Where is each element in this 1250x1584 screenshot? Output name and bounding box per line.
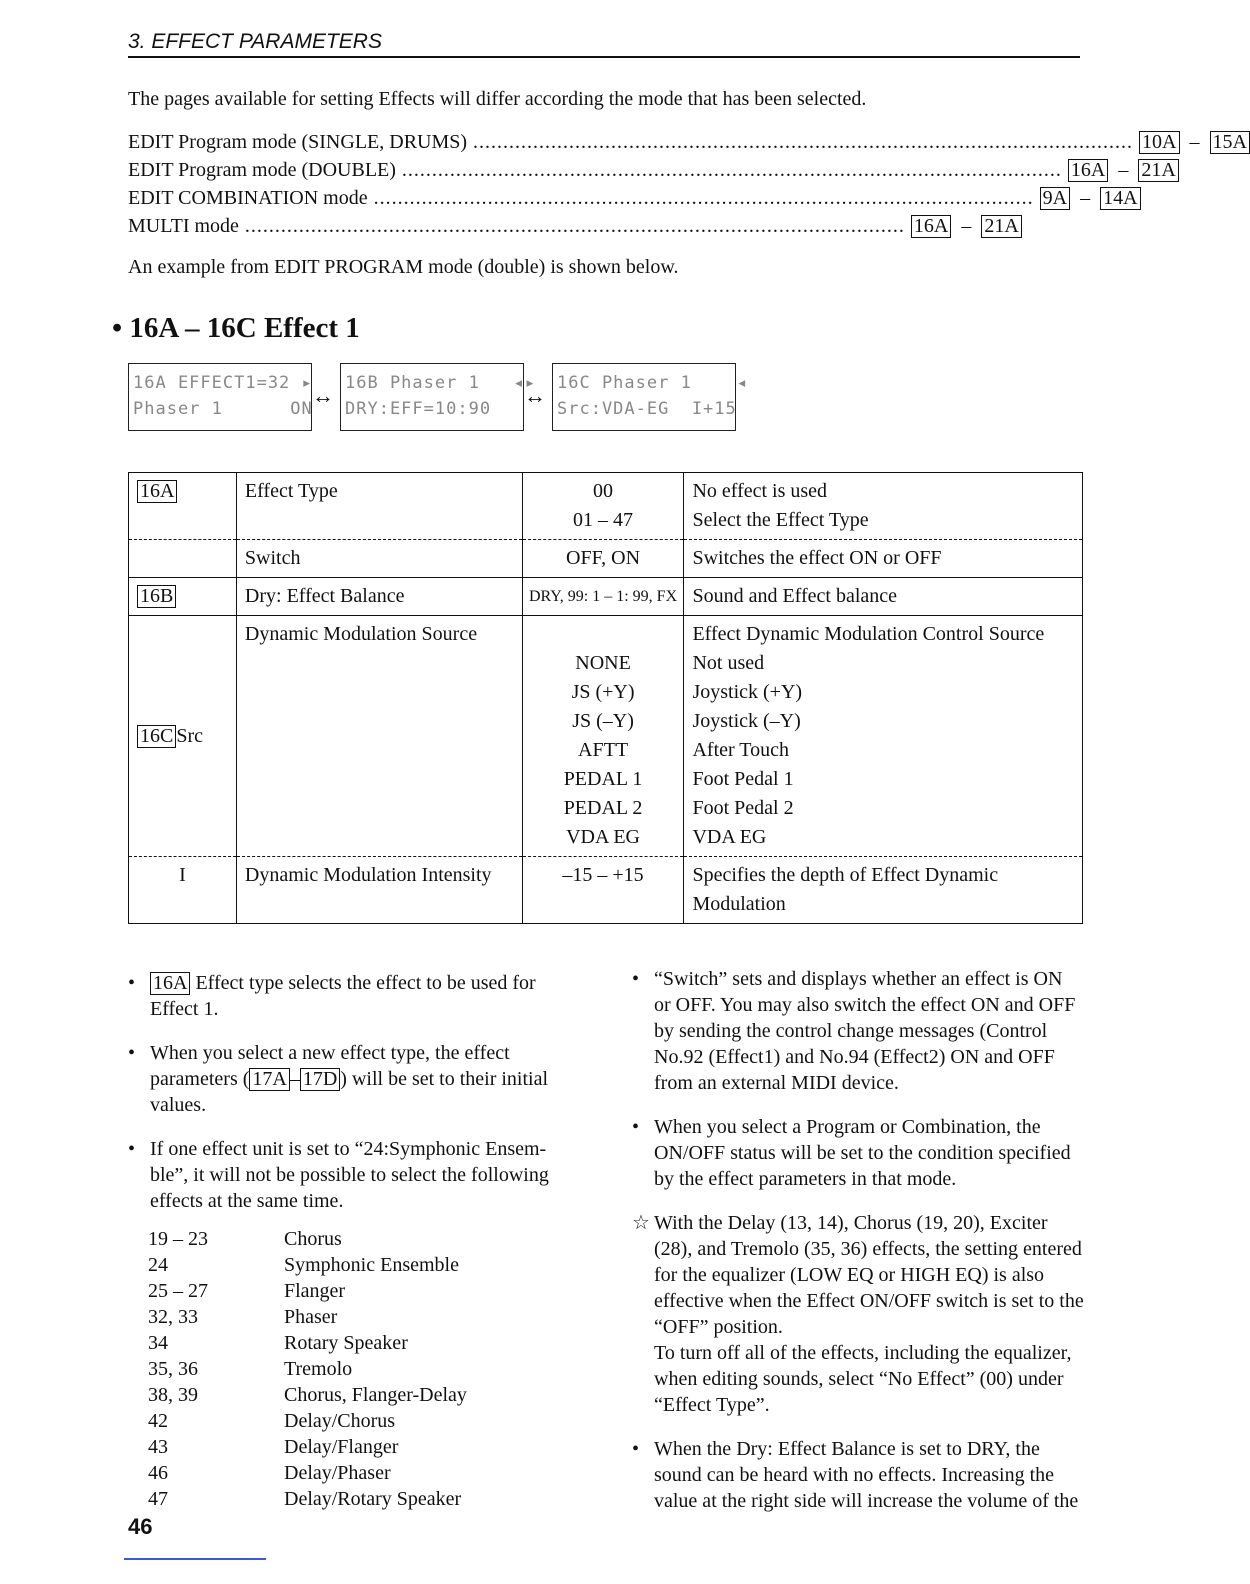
effect-name: Rotary Speaker bbox=[284, 1332, 408, 1354]
effect-name: Tremolo bbox=[284, 1358, 353, 1380]
note-item: • When you select a Program or Combination, the ON/OFF status will be set to the condition specified by the effect parameters in that mode. bbox=[632, 1114, 1084, 1192]
list-item bbox=[148, 1356, 580, 1382]
page-cell bbox=[129, 616, 237, 857]
lcd-display-16c bbox=[552, 363, 748, 431]
option-value: PEDAL 1 bbox=[563, 768, 643, 790]
list-item bbox=[148, 1252, 580, 1278]
range-value: 00 bbox=[593, 480, 614, 502]
mode-range: 10A – 15A bbox=[1139, 131, 1250, 154]
param-cell: Effect Type bbox=[236, 473, 522, 540]
page-cell bbox=[129, 473, 237, 540]
note-text: Effect type selects the effect to be used for Effect 1. bbox=[150, 972, 536, 1020]
list-item bbox=[148, 1278, 580, 1304]
effect-name: Delay/Flanger bbox=[284, 1436, 399, 1458]
page-box: 16A bbox=[150, 972, 190, 995]
option-desc: After Touch bbox=[692, 739, 790, 761]
list-item bbox=[148, 1330, 580, 1356]
double-arrow-icon: ↔ bbox=[312, 383, 334, 408]
example-text: An example from EDIT PROGRAM mode (double) is shown below. bbox=[128, 256, 679, 278]
table-row bbox=[129, 473, 1083, 540]
option-value: JS (+Y) bbox=[571, 681, 635, 703]
page-suffix: Src bbox=[176, 724, 204, 747]
page-box: 16C bbox=[137, 725, 176, 748]
lcd-line: 16A EFFECT1=32 ▸ bbox=[133, 373, 313, 393]
param-cell: Dry: Effect Balance bbox=[236, 578, 522, 616]
effect-number: 38, 39 bbox=[148, 1384, 198, 1406]
desc-text: Select the Effect Type bbox=[692, 509, 869, 531]
mode-name: MULTI mode bbox=[128, 214, 239, 237]
desc-cell: Switches the effect ON or OFF bbox=[684, 540, 1083, 578]
note-item: • If one effect unit is set to “24:Symphonic Ensem-ble”, it will not be possible to select the following effects at the same time. bbox=[128, 1136, 580, 1214]
desc-text: Effect Dynamic Modulation Control Source bbox=[692, 623, 1045, 645]
page-box: 16A bbox=[1068, 159, 1108, 182]
page-box: 16B bbox=[137, 585, 176, 608]
table-row bbox=[129, 540, 1083, 578]
page-box: 17D bbox=[300, 1068, 340, 1091]
range-cell: DRY, 99: 1 – 1: 99, FX bbox=[522, 578, 684, 616]
note-item bbox=[632, 1210, 1084, 1418]
option-value: AFTT bbox=[578, 739, 629, 761]
effect-number: 42 bbox=[148, 1410, 168, 1432]
desc-cell bbox=[684, 616, 1083, 857]
mode-row bbox=[128, 212, 1019, 240]
page-box: 9A bbox=[1040, 187, 1070, 210]
note-text: To turn off all of the effects, including the equalizer, when editing sounds, select “No Effect” (00) under “Effect Type”. bbox=[654, 1342, 1072, 1416]
note-text: When you select a new effect type, the effect parameters ( bbox=[150, 1042, 510, 1090]
table-row bbox=[129, 857, 1083, 924]
leader-dots: .............................................................................................................. bbox=[473, 130, 1134, 153]
option-desc: Joystick (–Y) bbox=[692, 710, 801, 732]
page-box: 16A bbox=[911, 215, 951, 238]
effect-number: 34 bbox=[148, 1332, 168, 1354]
mode-list bbox=[128, 128, 1247, 240]
note-item bbox=[128, 970, 580, 1022]
list-item bbox=[148, 1226, 580, 1252]
left-notes bbox=[128, 970, 580, 1512]
param-cell: Dynamic Modulation Intensity bbox=[236, 857, 522, 924]
effect-number: 35, 36 bbox=[148, 1358, 198, 1380]
effect-list bbox=[148, 1226, 580, 1512]
list-item bbox=[148, 1382, 580, 1408]
range-cell: OFF, ON bbox=[522, 540, 684, 578]
mode-range: 16A – 21A bbox=[1068, 159, 1179, 182]
mode-name: EDIT Program mode (DOUBLE) bbox=[128, 158, 396, 181]
page-box: 21A bbox=[981, 215, 1021, 238]
page-number: 46 bbox=[128, 1514, 153, 1539]
intro-text: The pages available for setting Effects will differ according the mode that has been selected. bbox=[128, 88, 867, 110]
lcd-line: Src:VDA-EG I+15 bbox=[557, 399, 737, 419]
lcd-line: 16C Phaser 1 ◂ bbox=[557, 373, 748, 393]
effect-name: Chorus bbox=[284, 1228, 342, 1250]
effect-number: 32, 33 bbox=[148, 1306, 198, 1328]
leader-dots: .............................................................................................................. bbox=[401, 158, 1062, 181]
leader-dots: .............................................................................................................. bbox=[373, 186, 1034, 209]
mode-range: 9A – 14A bbox=[1040, 187, 1141, 210]
right-notes bbox=[632, 966, 1084, 1532]
note-item: • When the Dry: Effect Balance is set to DRY, the sound can be heard with no effects. Increasing the value at the right side will increase the volume of the bbox=[632, 1436, 1084, 1514]
range-cell bbox=[522, 616, 684, 857]
effect-number: 25 – 27 bbox=[148, 1280, 208, 1302]
list-item bbox=[148, 1486, 580, 1512]
effect-name: Chorus, Flanger-Delay bbox=[284, 1384, 467, 1406]
list-item bbox=[148, 1434, 580, 1460]
desc-cell bbox=[684, 473, 1083, 540]
option-desc: Joystick (+Y) bbox=[692, 681, 803, 703]
range-cell bbox=[522, 473, 684, 540]
effect-name: Delay/Phaser bbox=[284, 1462, 391, 1484]
effect-name: Delay/Rotary Speaker bbox=[284, 1488, 462, 1510]
lcd-display-16a bbox=[128, 363, 312, 431]
range-value: 01 – 47 bbox=[573, 509, 634, 531]
effect-number: 43 bbox=[148, 1436, 168, 1458]
list-item bbox=[148, 1304, 580, 1330]
option-value: NONE bbox=[575, 652, 631, 674]
page-cell bbox=[129, 578, 237, 616]
header-rule bbox=[128, 56, 1080, 58]
mode-range: 16A – 21A bbox=[911, 215, 1022, 238]
page-box: 21A bbox=[1138, 159, 1178, 182]
option-value: JS (–Y) bbox=[572, 710, 634, 732]
note-item: • When you select a new effect type, the effect parameters ( 17A – 17D ) will be set to their initial values. bbox=[128, 1040, 580, 1118]
option-desc: Foot Pedal 2 bbox=[692, 797, 794, 819]
page-box: 17A bbox=[249, 1068, 289, 1091]
effect-name: Flanger bbox=[284, 1280, 346, 1302]
page-box: 15A bbox=[1210, 131, 1250, 154]
effect-number: 47 bbox=[148, 1488, 168, 1510]
effect-name: Phaser bbox=[284, 1306, 338, 1328]
note-item: • “Switch” sets and displays whether an effect is ON or OFF. You may also switch the effect ON and OFF by sending the control change messages (Control No.92 (Effect1) and No.94 (Effect2) ON and OFF from an external MIDI device. bbox=[632, 966, 1084, 1096]
effect-name: Symphonic Ensemble bbox=[284, 1254, 459, 1276]
double-arrow-icon: ↔ bbox=[524, 383, 546, 408]
mode-name: EDIT COMBINATION mode bbox=[128, 186, 368, 209]
mode-name: EDIT Program mode (SINGLE, DRUMS) bbox=[128, 130, 468, 153]
lcd-display-16b bbox=[340, 363, 536, 431]
effect-number: 46 bbox=[148, 1462, 168, 1484]
param-cell: Dynamic Modulation Source bbox=[236, 616, 522, 857]
desc-cell: Sound and Effect balance bbox=[684, 578, 1083, 616]
lcd-line: Phaser 1 ON bbox=[133, 399, 313, 419]
desc-cell: Specifies the depth of Effect Dynamic Modulation bbox=[684, 857, 1083, 924]
star-icon: ☆ bbox=[632, 1212, 650, 1234]
list-item bbox=[148, 1408, 580, 1434]
leader-dots: .............................................................................................................. bbox=[244, 214, 905, 237]
mode-row bbox=[128, 184, 1138, 212]
desc-text: No effect is used bbox=[692, 480, 828, 502]
table-row bbox=[129, 616, 1083, 857]
mode-row bbox=[128, 156, 1176, 184]
page-box: 10A bbox=[1139, 131, 1179, 154]
list-item bbox=[148, 1460, 580, 1486]
footer-rule bbox=[124, 1558, 266, 1560]
option-value: VDA EG bbox=[566, 826, 640, 848]
mode-row bbox=[128, 128, 1247, 156]
parameter-table bbox=[128, 472, 1083, 924]
table-row bbox=[129, 578, 1083, 616]
note-text: With the Delay (13, 14), Chorus (19, 20), Exciter (28), and Tremolo (35, 36) effects, the setting entered for the equalizer (LOW EQ or HIGH EQ) is also effective when the Effect ON/OFF switch is set to the “OFF” position. bbox=[654, 1212, 1084, 1338]
param-cell: Switch bbox=[236, 540, 522, 578]
effect-number: 24 bbox=[148, 1254, 168, 1276]
page-box: 16A bbox=[137, 480, 177, 503]
page-cell: I bbox=[129, 857, 237, 924]
page-cell bbox=[129, 540, 237, 578]
range-cell: –15 – +15 bbox=[522, 857, 684, 924]
lcd-line: DRY:EFF=10:90 bbox=[345, 399, 492, 419]
option-desc: Not used bbox=[692, 652, 765, 674]
running-header: 3. EFFECT PARAMETERS bbox=[128, 30, 382, 53]
section-title: • 16A – 16C Effect 1 bbox=[112, 312, 360, 344]
note-text: ) will be set to their initial values. bbox=[150, 1068, 549, 1116]
option-value: PEDAL 2 bbox=[563, 797, 643, 819]
option-desc: VDA EG bbox=[692, 826, 767, 848]
effect-number: 19 – 23 bbox=[148, 1228, 208, 1250]
lcd-line: 16B Phaser 1 ◂▸ bbox=[345, 373, 536, 393]
effect-name: Delay/Chorus bbox=[284, 1410, 396, 1432]
page-box: 14A bbox=[1100, 187, 1140, 210]
option-desc: Foot Pedal 1 bbox=[692, 768, 794, 790]
